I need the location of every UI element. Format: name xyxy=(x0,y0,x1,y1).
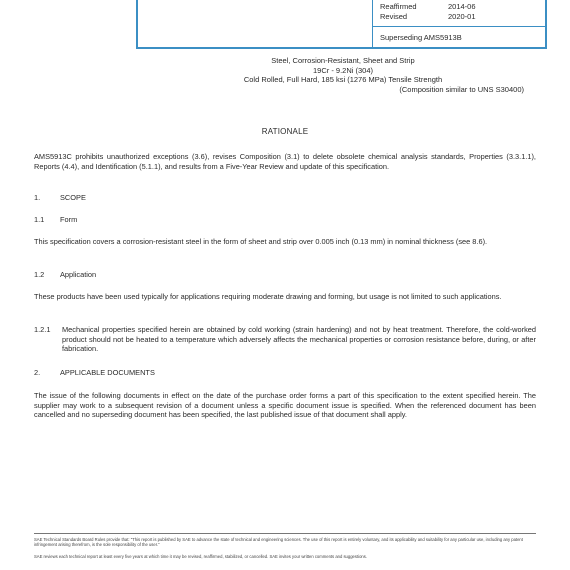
section-1-title: SCOPE xyxy=(60,193,86,202)
section-2-number: 2. xyxy=(34,368,41,377)
section-1-2-heading xyxy=(34,270,96,279)
section-2-title: APPLICABLE DOCUMENTS xyxy=(60,368,155,377)
title-line-1: Steel, Corrosion-Resistant, Sheet and Strip xyxy=(271,56,415,65)
footer-note-1: SAE Technical Standards Board Rules provide that: "This report is published by SAE to advance the state of technical and engineering sciences. The use of this report is entirely voluntary, and its applicability and suitability for any particular use, including any patent infringement arising therefrom, is the sole responsibility of the user." xyxy=(34,537,523,548)
section-1-heading xyxy=(34,193,86,202)
reaffirmed-label: Reaffirmed xyxy=(380,2,417,11)
revised-label: Revised xyxy=(380,12,408,21)
reaffirmed-value: 2014-06 xyxy=(448,2,476,11)
section-2-heading xyxy=(34,368,155,377)
header-meta-divider xyxy=(372,0,373,48)
header-meta-separator xyxy=(373,26,545,27)
section-1-1-number: 1.1 xyxy=(34,215,45,224)
rationale-heading: RATIONALE xyxy=(261,127,309,136)
rationale-text: AMS5913C prohibits unauthorized exceptions (3.6), revises Composition (3.1) to delete obsolete chemical analysis standards, Properties (3.3.1.1), Reports (4.4), and Identification (5.1.1), and results from a Five-Year Review and update of this specification. xyxy=(34,152,536,171)
section-1-1-heading xyxy=(34,215,77,224)
superseding-note: Superseding AMS5913B xyxy=(380,33,462,42)
section-1-number: 1. xyxy=(34,193,41,202)
section-1-2-1-text: Mechanical properties specified herein are obtained by cold working (strain hardening) and not by heat treatment. Therefore, the cold-worked product should not be heated to a temperature which adversely affects the mechanical properties or corrosion resistance before, during, or after fabrication. xyxy=(62,325,536,354)
header-box-bottom-border xyxy=(136,47,547,49)
section-1-1-title: Form xyxy=(60,215,78,224)
title-line-4: (Composition similar to UNS S30400) xyxy=(399,84,524,94)
application-text: These products have been used typically for applications requiring moderate drawing and forming, but usage is not limited to such applications. xyxy=(34,292,502,301)
header-box-left-border xyxy=(136,0,138,48)
footer-divider xyxy=(34,533,536,534)
section-1-2-number: 1.2 xyxy=(34,270,45,279)
section-1-2-1-number: 1.2.1 xyxy=(34,325,51,334)
form-text: This specification covers a corrosion-resistant steel in the form of sheet and strip over 0.005 inch (0.13 mm) in nominal thickness (see 8.6). xyxy=(34,237,488,246)
applicable-documents-text: The issue of the following documents in effect on the date of the purchase order forms a part of this specification to the extent specified herein. The supplier may work to a subsequent revision of a document unless a specific document issue is specified. When the referenced document has been cancelled and no superseding document has been specified, the last published issue of that document shall apply. xyxy=(34,391,536,420)
document-title xyxy=(138,56,548,94)
title-line-2: 19Cr - 9.2Ni (304) xyxy=(312,65,374,75)
section-1-2-title: Application xyxy=(60,270,97,279)
header-meta xyxy=(380,0,540,26)
revised-value: 2020-01 xyxy=(448,12,476,21)
header-box-right-border xyxy=(545,0,547,48)
footer-note-2: SAE reviews each technical report at least every five years at which time it may be revised, reaffirmed, stabilized, or cancelled. SAE invites your written comments and suggestions. xyxy=(34,554,367,559)
title-line-3: Cold Rolled, Full Hard, 185 ksi (1276 MPa) Tensile Strength xyxy=(243,75,443,85)
